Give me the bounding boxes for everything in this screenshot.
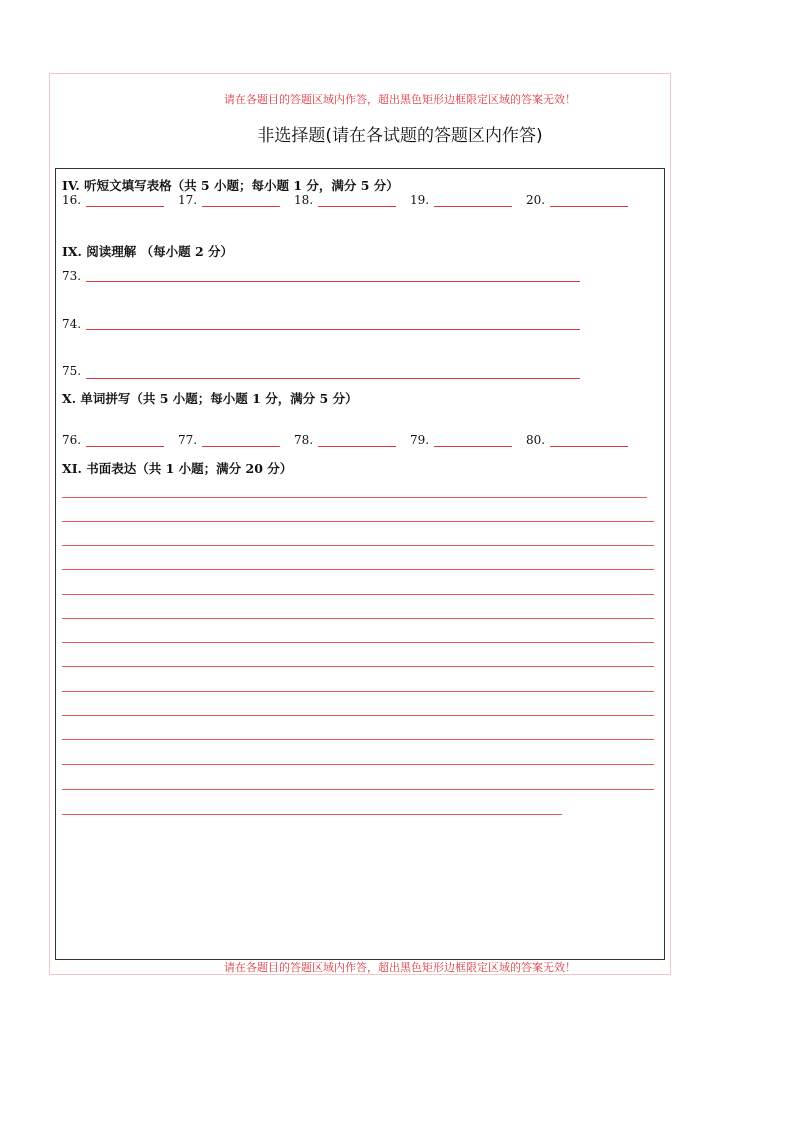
item-20-answer-blank[interactable] (550, 206, 628, 207)
item-16-answer-blank[interactable] (86, 206, 164, 207)
item-18-answer-blank[interactable] (318, 206, 396, 207)
item-20-number: 20. (526, 193, 546, 207)
item-78-answer-blank[interactable] (318, 446, 396, 447)
writing-line[interactable] (62, 618, 654, 619)
item-16-number: 16. (62, 193, 82, 207)
item-76-number: 76. (62, 433, 82, 447)
item-74-answer-line[interactable] (86, 329, 580, 330)
item-73-number: 73. (62, 269, 82, 283)
section-xi-heading: XI. 书面表达（共 1 小题；满分 20 分） (62, 461, 293, 476)
writing-line[interactable] (62, 594, 654, 595)
item-17-number: 17. (178, 193, 198, 207)
writing-line[interactable] (62, 739, 654, 740)
section-ix-heading: IX. 阅读理解 （每小题 2 分） (62, 244, 234, 259)
item-80-number: 80. (526, 433, 546, 447)
answer-frame (55, 168, 665, 960)
writing-line[interactable] (62, 569, 654, 570)
writing-line[interactable] (62, 642, 654, 643)
writing-line[interactable] (62, 497, 647, 498)
section-x-heading: X. 单词拼写（共 5 小题；每小题 1 分，满分 5 分） (62, 391, 358, 406)
item-78-number: 78. (294, 433, 314, 447)
writing-line[interactable] (62, 715, 654, 716)
writing-line[interactable] (62, 814, 562, 815)
item-75-number: 75. (62, 364, 82, 378)
writing-line[interactable] (62, 521, 654, 522)
writing-line[interactable] (62, 691, 654, 692)
item-79-number: 79. (410, 433, 430, 447)
item-80-answer-blank[interactable] (550, 446, 628, 447)
page-title: 非选择题(请在各试题的答题区内作答) (257, 126, 543, 146)
item-17-answer-blank[interactable] (202, 206, 280, 207)
item-79-answer-blank[interactable] (434, 446, 512, 447)
writing-line[interactable] (62, 764, 654, 765)
item-18-number: 18. (294, 193, 314, 207)
bottom-warning: 请在各题目的答题区域内作答，超出黑色矩形边框限定区域的答案无效！ (224, 961, 576, 974)
item-19-number: 19. (410, 193, 430, 207)
item-75-answer-line[interactable] (86, 378, 580, 379)
item-19-answer-blank[interactable] (434, 206, 512, 207)
item-73-answer-line[interactable] (86, 281, 580, 282)
writing-line[interactable] (62, 545, 654, 546)
writing-line[interactable] (62, 789, 654, 790)
section-iv-heading: IV. 听短文填写表格（共 5 小题；每小题 1 分，满分 5 分） (62, 178, 399, 193)
item-74-number: 74. (62, 317, 82, 331)
item-77-number: 77. (178, 433, 198, 447)
item-77-answer-blank[interactable] (202, 446, 280, 447)
item-76-answer-blank[interactable] (86, 446, 164, 447)
top-warning: 请在各题目的答题区域内作答，超出黑色矩形边框限定区域的答案无效！ (224, 93, 576, 106)
writing-line[interactable] (62, 666, 654, 667)
